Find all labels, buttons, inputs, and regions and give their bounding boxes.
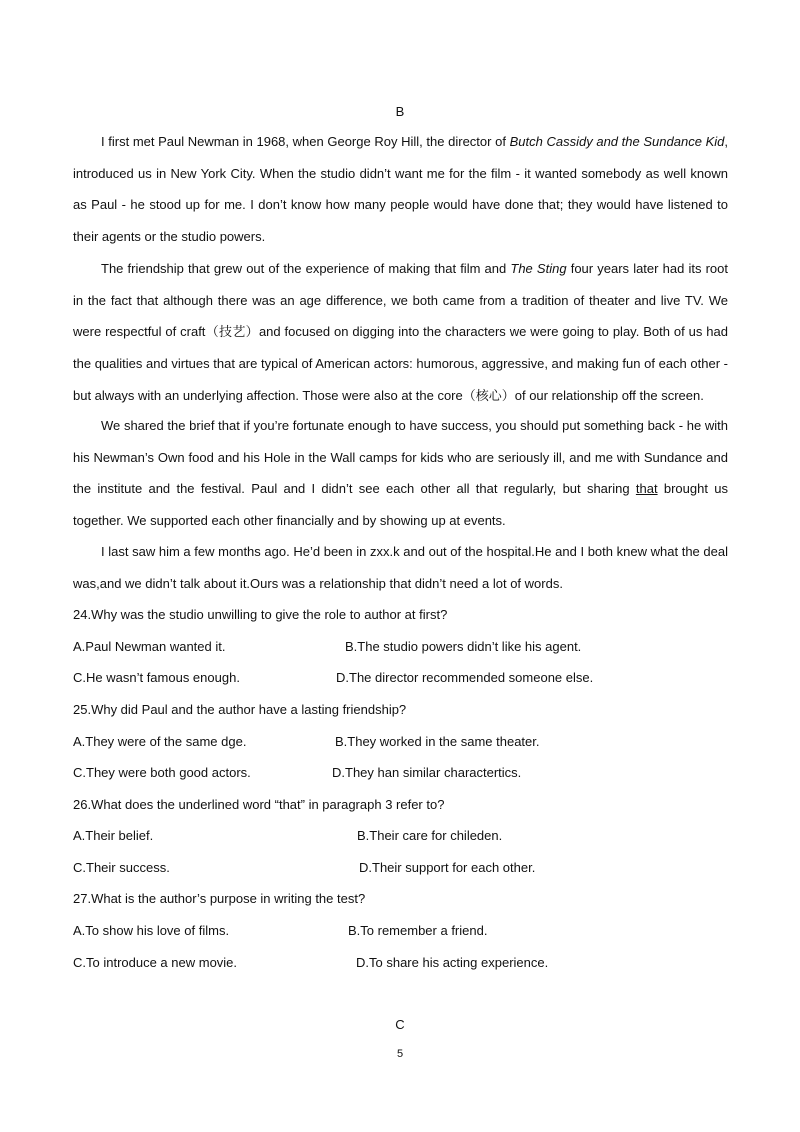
paragraph-4 [73, 536, 728, 599]
question-24-option-a: A.Paul Newman wanted it. [73, 639, 226, 654]
film-title-the-sting: The Sting [510, 261, 567, 276]
question-27-option-b: B.To remember a friend. [348, 923, 488, 938]
question-26-option-c: C.Their success. [73, 860, 170, 875]
question-26-option-b: B.Their care for chileden. [357, 828, 503, 843]
film-title-butch-cassidy: Butch Cassidy and the Sundance Kid [509, 134, 725, 149]
paragraph-4-text: I last saw him a few months ago. He’d been in zxx.k and out of the hospital.He and I both knew what the deal was,and we didn’t talk about it.Ours was a relationship that didn’t need a lot of words. [73, 544, 728, 591]
question-25-option-a: A.They were of the same dge. [73, 734, 247, 749]
section-b-heading: B [395, 104, 405, 119]
page-number: 5 [396, 1048, 404, 1060]
question-27-option-d: D.To share his acting experience. [356, 955, 549, 970]
paragraph-3-text-start: We shared the brief that if you’re fortunate enough to have success, you should put something back - he with his Newman’s Own food and his Hole in the Wall camps for kids who are seriously ill, and me with Sundance and the institute and the festival. Paul and I didn’t see each other all that regularly, but sharing [73, 418, 728, 497]
question-24-option-b: B.The studio powers didn’t like his agent. [345, 639, 582, 654]
question-25-option-c: C.They were both good actors. [73, 765, 251, 780]
question-26-option-a: A.Their belief. [73, 828, 154, 843]
question-27-option-a: A.To show his love of films. [73, 923, 230, 938]
question-25-option-d: D.They han similar charactertics. [332, 765, 522, 780]
question-24-option-c: C.He wasn’t famous enough. [73, 670, 240, 685]
question-25-stem: 25.Why did Paul and the author have a lasting friendship? [73, 702, 407, 717]
question-24-stem: 24.Why was the studio unwilling to give the role to author at first? [73, 607, 448, 622]
paragraph-2 [73, 253, 728, 412]
question-27-option-c: C.To introduce a new movie. [73, 955, 238, 970]
paragraph-1-text-start: I first met Paul Newman in 1968, when George Roy Hill, the director of [101, 134, 510, 149]
paragraph-3 [73, 410, 728, 537]
section-c-heading: C [395, 1017, 405, 1032]
question-24-option-d: D.The director recommended someone else. [336, 670, 594, 685]
question-25-option-b: B.They worked in the same theater. [335, 734, 540, 749]
paragraph-2-text-start: The friendship that grew out of the experience of making that film and [101, 261, 511, 276]
question-27-stem: 27.What is the author’s purpose in writing the test? [73, 891, 366, 906]
question-26-stem: 26.What does the underlined word “that” in paragraph 3 refer to? [73, 797, 445, 812]
underlined-word-that: that [635, 481, 658, 497]
paragraph-1-text-end: , introduced us in New York City. When the studio didn’t want me for the film - it wanted somebody as well known as Paul - he stood up for me. I don’t know how many people would have done that; they would have listened to their agents or the studio powers. [73, 134, 728, 245]
paragraph-2-text-end: four years later had its root in the fact that although there was an age difference, we both came from a tradition of theater and live TV. We were respectful of craft（技艺）and focused on digging into the characters we were going to play. Both of us had the qualities and virtues that are typical of American actors: humorous, aggressive, and making fun of each other - but always with an underlying affection. Those were also at the core（核心）of our relationship off the screen. [73, 261, 728, 403]
paragraph-3-text-end: brought us together. We supported each other financially and by showing up at events. [73, 481, 728, 529]
paragraph-1 [73, 126, 728, 253]
question-26-option-d: D.Their support for each other. [359, 860, 536, 875]
